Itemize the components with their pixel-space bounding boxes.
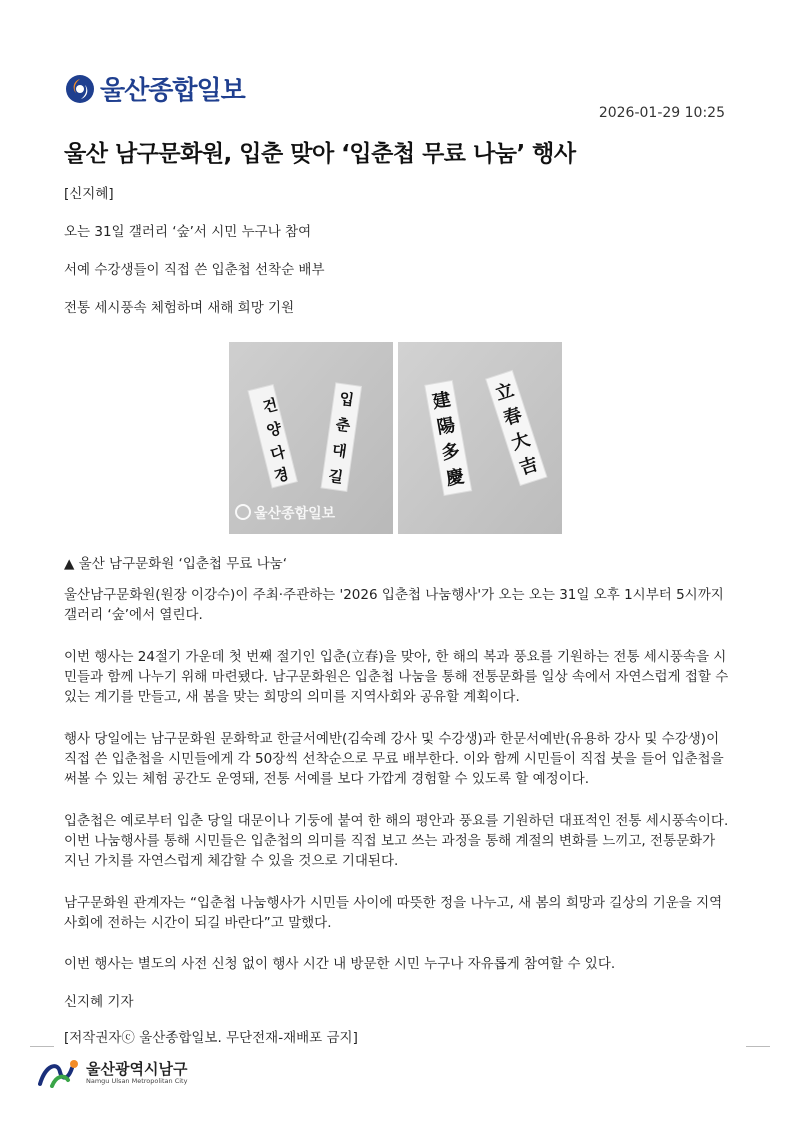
- hanja-strip-a-char: 慶: [444, 465, 466, 490]
- paragraph-6: 이번 행사는 별도의 사전 신청 없이 행사 시간 내 방문한 시민 누구나 자유롭게 참여할 수 있다.: [64, 956, 616, 972]
- namgu-emblem-icon: [38, 1058, 80, 1088]
- hanja-strip-b-char: 吉: [517, 453, 541, 480]
- paragraph-1: 울산남구문화원(원장 이강수)이 주최·주관하는 '2026 입춘첩 나눔행사'가 오는 오는 31일 오후 1시부터 5시까지 갤러리 ‘숲’에서 열린다.: [64, 587, 724, 623]
- subhead-2: 서예 수강생들이 직접 쓴 입춘첩 선착순 배부: [64, 262, 325, 278]
- hanja-strip-b-char: 立: [492, 379, 517, 406]
- hangul-strip-a-char: 다: [268, 442, 288, 464]
- byline: [신지혜]: [64, 186, 114, 202]
- photo-hanja-ipchunchup: [398, 342, 562, 534]
- article-date: 2026-01-29 10:25: [598, 105, 725, 121]
- hanja-strip-a-char: 建: [430, 389, 453, 413]
- paragraph-3: 행사 당일에는 남구문화원 문화학교 한글서예반(김숙례 강사 및 수강생)과 한문서예반(유용하 강사 및 수강생)이 직접 쓴 입춘첩을 시민들에게 각 50장씩 선착순으로 무료 배부한다. 이와 함께 시민들이 직접 붓을 들어 입춘첩을 써볼 수 있는 체험 공간도 운영돼, 전통 서예를 보다 가깝게 경험할 수 있도록 할 예정이다.: [64, 731, 724, 787]
- article-headline: 울산 남구문화원, 입춘 맞아 ‘입춘첩 무료 나눔’ 행사: [64, 141, 576, 167]
- hanja-strip-b-char: 大: [508, 428, 533, 455]
- newspaper-logo-icon: [64, 73, 96, 105]
- hangul-strip-b-char: 대: [330, 441, 348, 461]
- copyright-notice: [저작권자ⓒ 울산종합일보. 무단전재-재배포 금지]: [64, 1030, 358, 1046]
- paragraph-5: 남구문화원 관계자는 “입춘첩 나눔행사가 시민들 사이에 따뜻한 정을 나누고, 새 봄의 희망과 길상의 기운을 지역사회에 전하는 시간이 되길 바란다”고 말했다.: [64, 895, 723, 931]
- site-logo[interactable]: [64, 70, 245, 107]
- hanja-strip-a-char: 陽: [435, 414, 457, 439]
- hanja-strip-b-char: 春: [500, 404, 525, 430]
- paragraph-2: 이번 행사는 24절기 가운데 첫 번째 절기인 입춘(立春)을 맞아, 한 해의 복과 풍요를 기원하는 전통 세시풍속을 시민들과 함께 나누기 위해 마련됐다. 남구문화원은 입춘첩 나눔을 통해 전통문화를 일상 속에서 자연스럽게 접할 수 있는 계기를 만들고, 새 봄을 맞는 희망의 의미를 지역사회와 공유할 계획이다.: [64, 649, 729, 705]
- hanja-strip-a-char: 多: [440, 440, 462, 465]
- hangul-strip-b-char: 길: [327, 466, 345, 487]
- footer-sponsor-logo[interactable]: [38, 1058, 187, 1088]
- logo-text: 울산종합일보: [100, 76, 245, 106]
- hangul-strip-b-char: 춘: [334, 415, 352, 436]
- hangul-strip-a-char: 건: [261, 395, 280, 417]
- hangul-strip-a-char: 양: [264, 419, 284, 441]
- footer-logo-english: Namgu Ulsan Metropolitan City: [86, 1077, 188, 1085]
- footer-logo-korean: 울산광역시남구: [86, 1060, 188, 1078]
- subhead-3: 전통 세시풍속 체험하며 새해 희망 기원: [64, 300, 295, 316]
- hangul-strip-b-char: 입: [338, 389, 356, 410]
- reporter-name: 신지혜 기자: [64, 994, 134, 1010]
- footer-divider: [30, 1046, 770, 1047]
- hangul-strip-a-char: 경: [272, 464, 291, 486]
- photo-hangul-ipchunchup: [229, 342, 393, 534]
- photo-watermark: 울산종합일보: [254, 506, 336, 522]
- photo-caption: ▲ 울산 남구문화원 ‘입춘첩 무료 나눔‘: [64, 556, 287, 572]
- subhead-1: 오는 31일 갤러리 ‘숲’서 시민 누구나 참여: [64, 224, 312, 240]
- paragraph-4: 입춘첩은 예로부터 입춘 당일 대문이나 기둥에 붙여 한 해의 평안과 풍요를 기원하던 대표적인 전통 세시풍속이다. 이번 나눔행사를 통해 시민들은 입춘첩의 의미를 직접 보고 쓰는 과정을 통해 계절의 변화를 느끼고, 전통문화가 지닌 가치를 자연스럽게 체감할 수 있을 것으로 기대된다.: [64, 813, 729, 869]
